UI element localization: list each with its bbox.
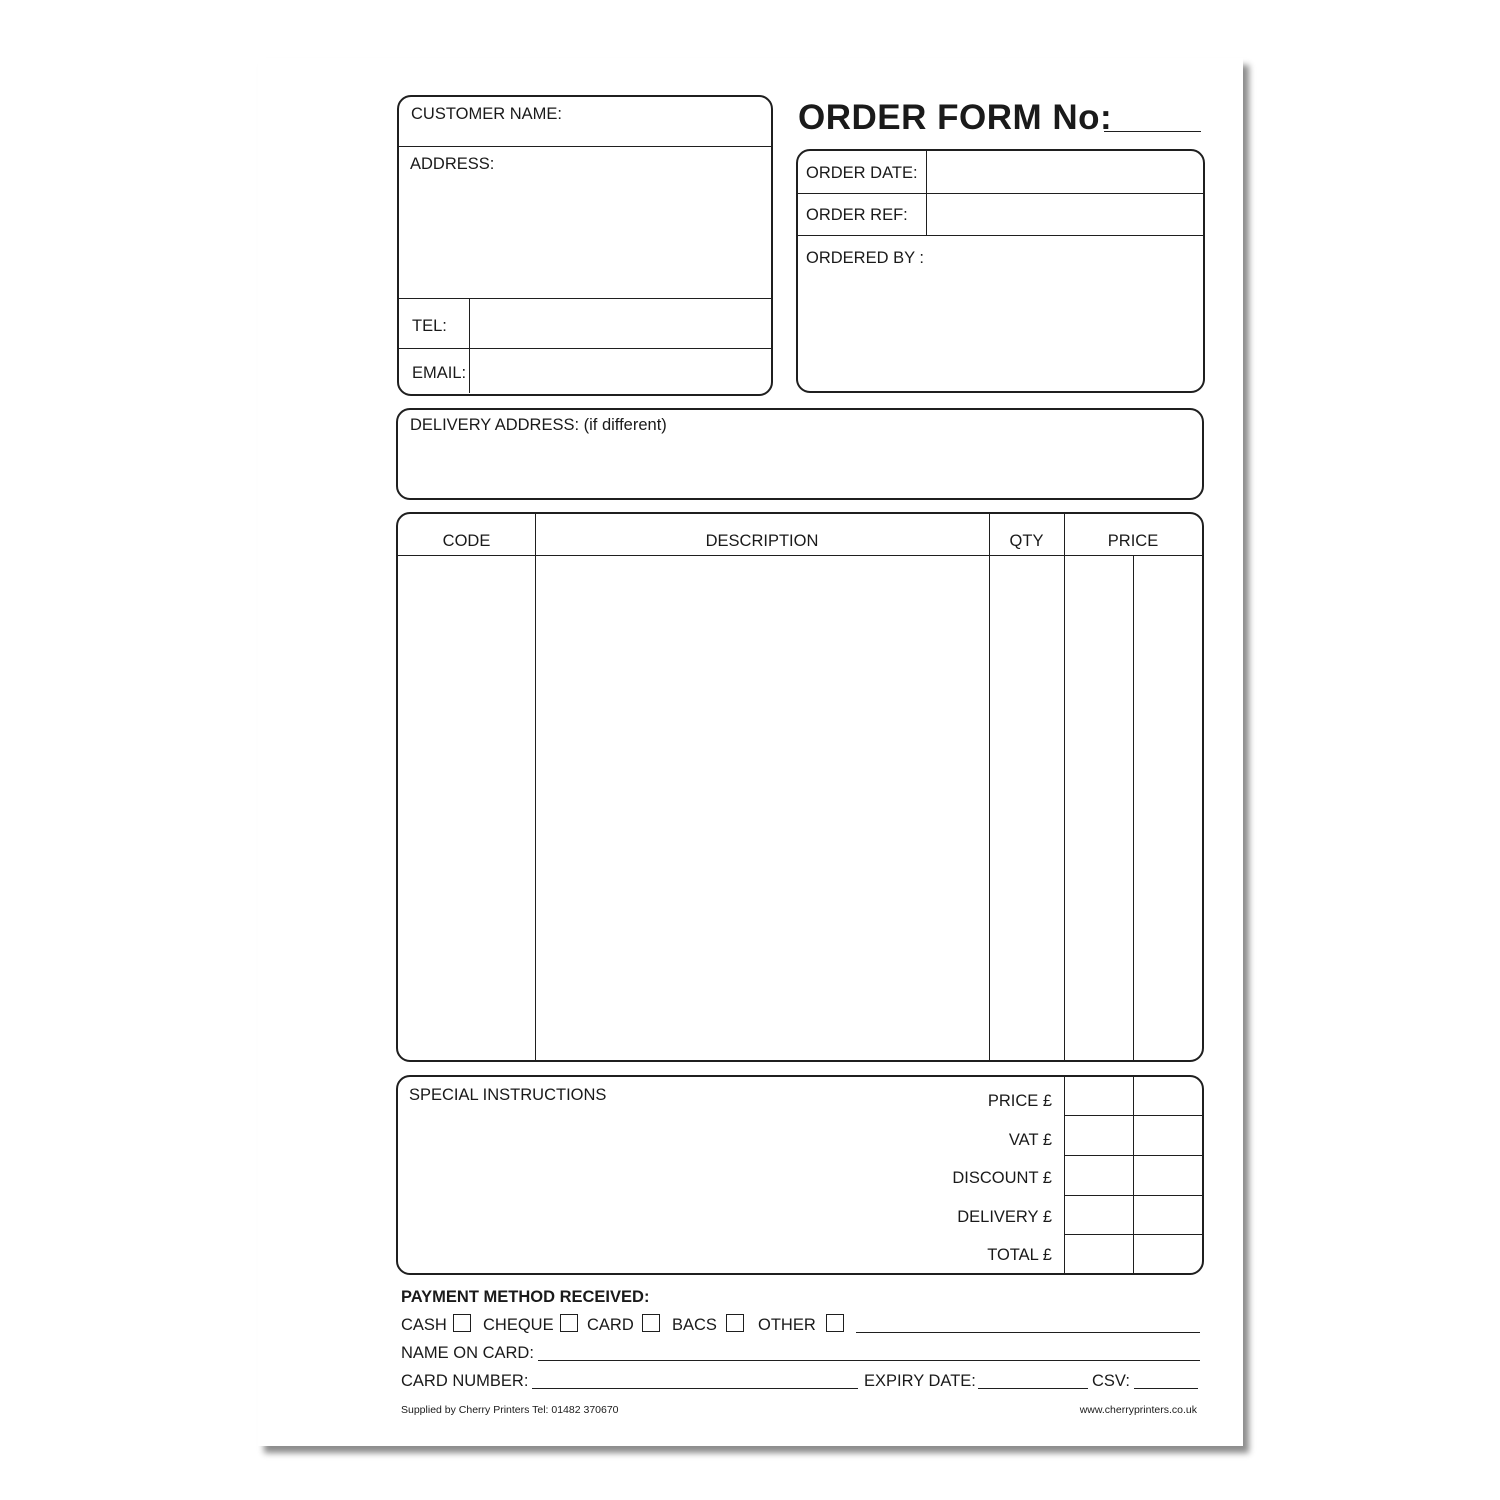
column-header-code: CODE <box>442 532 491 550</box>
form-number-line <box>1104 131 1201 132</box>
supplier-footer: Supplied by Cherry Printers Tel: 01482 370670 <box>401 1404 619 1416</box>
expiry-date-line[interactable] <box>978 1388 1088 1389</box>
cheque-label: CHEQUE <box>483 1316 554 1334</box>
customer-name-label: CUSTOMER NAME: <box>411 105 562 123</box>
card-number-line[interactable] <box>532 1388 858 1389</box>
csv-label: CSV: <box>1092 1372 1130 1390</box>
column-header-price: PRICE <box>1107 532 1159 550</box>
csv-line[interactable] <box>1134 1388 1198 1389</box>
order-date-label: ORDER DATE: <box>806 164 918 182</box>
order-details-box <box>796 149 1205 393</box>
cash-label: CASH <box>401 1316 447 1334</box>
form-title: ORDER FORM No: <box>798 98 1113 137</box>
card-checkbox[interactable] <box>642 1314 660 1332</box>
delivery-label: DELIVERY £ <box>957 1208 1052 1226</box>
name-on-card-line[interactable] <box>538 1360 1200 1361</box>
column-header-description: DESCRIPTION <box>705 532 819 550</box>
other-label: OTHER <box>758 1316 816 1334</box>
email-label: EMAIL: <box>412 364 467 382</box>
bacs-checkbox[interactable] <box>726 1314 744 1332</box>
address-label: ADDRESS: <box>410 155 495 173</box>
expiry-date-label: EXPIRY DATE: <box>864 1372 976 1390</box>
ordered-by-label: ORDERED BY : <box>806 249 924 267</box>
price-total-label: PRICE £ <box>987 1092 1052 1110</box>
card-label: CARD <box>587 1316 634 1334</box>
order-ref-label: ORDER REF: <box>806 206 908 224</box>
bacs-label: BACS <box>672 1316 717 1334</box>
name-on-card-label: NAME ON CARD: <box>401 1344 534 1362</box>
vat-label: VAT £ <box>1008 1131 1052 1149</box>
other-method-line[interactable] <box>856 1332 1200 1333</box>
delivery-address-label: DELIVERY ADDRESS: (if different) <box>410 416 667 434</box>
special-instructions-label: SPECIAL INSTRUCTIONS <box>409 1086 607 1104</box>
website-footer: www.cherryprinters.co.uk <box>1079 1404 1197 1416</box>
cheque-checkbox[interactable] <box>560 1314 578 1332</box>
other-checkbox[interactable] <box>826 1314 844 1332</box>
discount-label: DISCOUNT £ <box>952 1169 1052 1187</box>
payment-heading: PAYMENT METHOD RECEIVED: <box>401 1288 650 1306</box>
cash-checkbox[interactable] <box>453 1314 471 1332</box>
tel-label: TEL: <box>412 317 447 335</box>
total-label: TOTAL £ <box>987 1246 1052 1264</box>
items-table <box>396 512 1204 1062</box>
column-header-qty: QTY <box>1009 532 1044 550</box>
card-number-label: CARD NUMBER: <box>401 1372 529 1390</box>
totals-box <box>396 1075 1204 1275</box>
customer-box <box>397 95 773 396</box>
